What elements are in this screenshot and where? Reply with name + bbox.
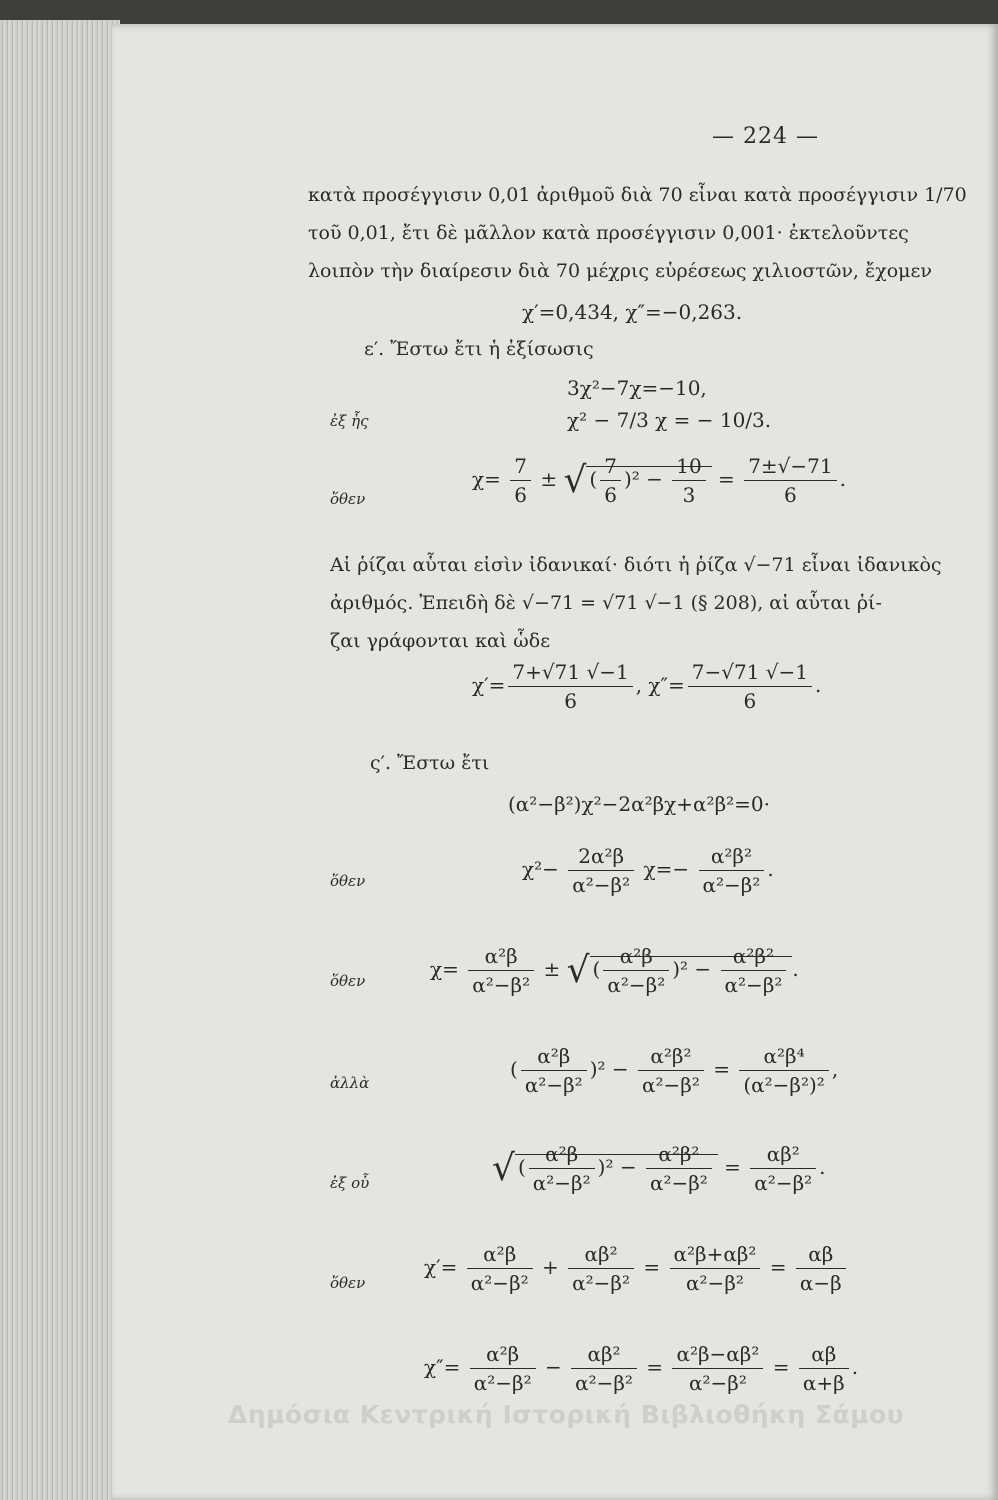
text-line-10: ζαι γράφονται καὶ ὧδε: [330, 630, 551, 652]
text-line-1: κατὰ προσέγγισιν 0,01 ἀριθμοῦ διὰ 70 εἶναι κατὰ προσέγγισιν 1/70: [308, 184, 967, 206]
equation-quadratic-1: 3χ²−7χ=−10,: [567, 376, 707, 400]
label-hothen-2: ὅθεν: [330, 872, 366, 890]
equation-normalized-1: χ² − 7/3 χ = − 10/3.: [567, 408, 772, 432]
label-ex-hes: ἐξ ἧς: [330, 412, 369, 430]
label-hothen-3: ὅθεν: [330, 972, 366, 990]
equation-imaginary-roots: χ′= $\frac{7+√71 √-1}{6}$ , χ″= $\frac{7-√71 √-1}{6}$ .: [472, 660, 822, 713]
label-hothen-1: ὅθεν: [330, 490, 366, 508]
case-stigma-heading: ς′. Ἔστω ἔτι: [370, 752, 490, 774]
case-epsilon-heading: ε′. Ἔστω ἔτι ἡ ἐξίσωσις: [364, 338, 594, 360]
page-number: — 224 —: [712, 124, 819, 149]
label-alla: ἀλλὰ: [330, 1074, 370, 1092]
equation-quadratic-2: (α²−β²)χ²−2α²βχ+α²β²=0·: [508, 792, 770, 816]
book-page: [112, 24, 998, 1500]
equation-root-discriminant: √ ( $\frac{\text{α²β}}{\text{α²−β²}}$ )² − $\frac{\text{α²β²}}{\text{α²−β²}}$ = $\frac{\text{αβ²}}{\text{α²−β²}}$ .: [492, 1142, 826, 1195]
equation-solution-2: χ= $\frac{\text{α²β}}{\text{α²−β²}}$ ± √ ( $\frac{\text{α²β}}{\text{α²−β²}}$ )² − $\frac{\text{α²β²}}{\text{α²−β²}}$ .: [430, 944, 799, 997]
equation-root-2: χ″= $\frac{\text{α²β}}{\text{α²−β²}}$ − $\frac{\text{αβ²}}{\text{α²−β²}}$ = $\frac{\text{α²β−αβ²}}{\text{α²−β²}}$ = $\frac{\alpha\beta}{\alpha+\beta}$ .: [424, 1342, 859, 1395]
page-stack-edge: [0, 20, 120, 1500]
library-watermark: Δημόσια Κεντρική Ιστορική Βιβλιοθήκη Σάμου: [228, 1400, 905, 1429]
equation-root-1: χ′= $\frac{\text{α²β}}{\text{α²−β²}}$ + $\frac{\text{αβ²}}{\text{α²−β²}}$ = $\frac{\text{α²β+αβ²}}{\text{α²−β²}}$ = $\frac{\alpha\beta}{\alpha-\beta}$: [424, 1242, 849, 1295]
text-line-9: ἀριθμός. Ἐπειδὴ δὲ √−71 = √71 √−1 (§ 208), αἱ αὗται ῥί-: [330, 592, 882, 614]
equation-discriminant: ( $\frac{\text{α²β}}{\text{α²−β²}}$ )² − $\frac{\text{α²β²}}{\text{α²−β²}}$ = $\frac{\text{α²β⁴}}{\text{(α²−β²)²}}$ ,: [510, 1044, 839, 1097]
label-hothen-4: ὅθεν: [330, 1274, 366, 1292]
equation-normalized-2: χ²− $\frac{\text{2α²β}}{\text{α²−β²}}$ χ=− $\frac{\text{α²β²}}{\text{α²−β²}}$ .: [522, 844, 774, 897]
label-ex-hou: ἐξ οὗ: [330, 1174, 370, 1192]
text-line-3: λοιπὸν τὴν διαίρεσιν διὰ 70 μέχρις εὑρέσεως χιλιοστῶν, ἔχομεν: [308, 260, 932, 282]
equation-roots-decimal: χ′=0,434, χ″=−0,263.: [522, 300, 743, 324]
equation-solution-1: χ= $\frac{7}{6}$ ± √ ( $\frac{7}{6}$ )² − $\frac{10}{3}$ = $\frac{7\pm√-71}{6}$ .: [472, 454, 846, 507]
text-line-2: τοῦ 0,01, ἔτι δὲ μᾶλλον κατὰ προσέγγισιν 0,001· ἐκτελοῦντες: [308, 222, 909, 244]
text-line-8: Αἱ ῥίζαι αὗται εἰσὶν ἰδανικαί· διότι ἡ ῥίζα √−71 εἶναι ἰδανικὸς: [330, 554, 942, 576]
